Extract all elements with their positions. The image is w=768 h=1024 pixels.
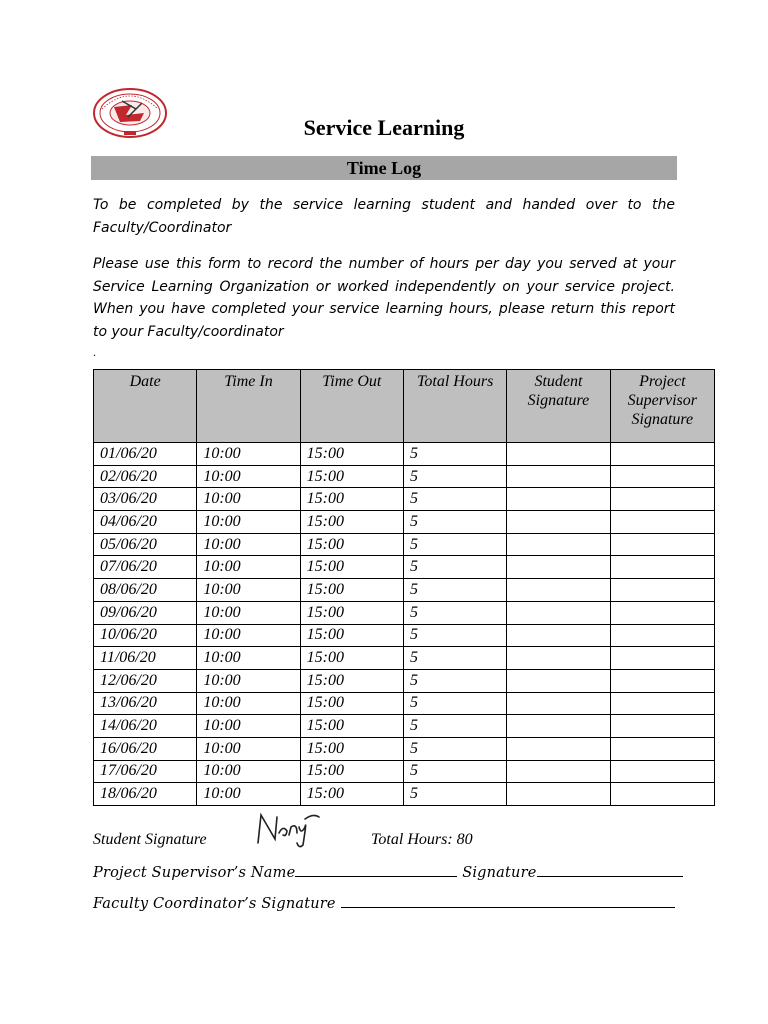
cell-date: 08/06/20 [94, 579, 197, 602]
cell-time-in: 10:00 [197, 783, 300, 806]
signature-label: Signature [462, 865, 537, 881]
cell-supervisor-signature[interactable] [610, 737, 714, 760]
header-supervisor-signature: Project Supervisor Signature [610, 370, 714, 443]
cell-supervisor-signature[interactable] [610, 511, 714, 534]
instruction-paragraph-1: To be completed by the service learning student and handed over to the Faculty/Coordinator [93, 197, 675, 236]
cell-total-hours: 5 [403, 647, 506, 670]
cell-date: 03/06/20 [94, 488, 197, 511]
cell-supervisor-signature[interactable] [610, 624, 714, 647]
cell-time-out: 15:00 [300, 488, 403, 511]
table-row [94, 511, 715, 534]
cell-total-hours: 5 [403, 579, 506, 602]
table-row [94, 715, 715, 738]
cell-supervisor-signature[interactable] [610, 647, 714, 670]
section-title-bar: Time Log [91, 156, 677, 180]
cell-time-in: 10:00 [197, 760, 300, 783]
table-row [94, 601, 715, 624]
cell-student-signature[interactable] [507, 715, 610, 738]
cell-student-signature[interactable] [507, 669, 610, 692]
cell-student-signature[interactable] [507, 488, 610, 511]
cell-student-signature[interactable] [507, 624, 610, 647]
header-total-hours: Total Hours [403, 370, 506, 443]
cell-supervisor-signature[interactable] [610, 443, 714, 466]
cell-date: 07/06/20 [94, 556, 197, 579]
cell-supervisor-signature[interactable] [610, 783, 714, 806]
cell-supervisor-signature[interactable] [610, 760, 714, 783]
student-signature-label: Student Signature [93, 831, 207, 848]
cell-supervisor-signature[interactable] [610, 601, 714, 624]
cell-student-signature[interactable] [507, 556, 610, 579]
cell-time-out: 15:00 [300, 579, 403, 602]
table-row [94, 669, 715, 692]
cell-student-signature[interactable] [507, 760, 610, 783]
supervisor-name-field[interactable] [295, 862, 457, 877]
cell-date: 12/06/20 [94, 669, 197, 692]
cell-date: 13/06/20 [94, 692, 197, 715]
cell-total-hours: 5 [403, 692, 506, 715]
cell-time-out: 15:00 [300, 760, 403, 783]
cell-student-signature[interactable] [507, 533, 610, 556]
cell-date: 16/06/20 [94, 737, 197, 760]
table-row [94, 465, 715, 488]
cell-date: 14/06/20 [94, 715, 197, 738]
table-row [94, 737, 715, 760]
cell-student-signature[interactable] [507, 443, 610, 466]
cell-total-hours: 5 [403, 624, 506, 647]
table-row [94, 624, 715, 647]
cell-time-out: 15:00 [300, 556, 403, 579]
cell-student-signature[interactable] [507, 692, 610, 715]
cell-total-hours: 5 [403, 760, 506, 783]
cell-total-hours: 5 [403, 715, 506, 738]
cell-student-signature[interactable] [507, 465, 610, 488]
cell-time-out: 15:00 [300, 715, 403, 738]
cell-total-hours: 5 [403, 556, 506, 579]
cell-total-hours: 5 [403, 783, 506, 806]
page-title: Service Learning [303, 115, 465, 140]
cell-supervisor-signature[interactable] [610, 579, 714, 602]
cell-date: 04/06/20 [94, 511, 197, 534]
cell-time-in: 10:00 [197, 556, 300, 579]
cell-time-in: 10:00 [197, 579, 300, 602]
cell-supervisor-signature[interactable] [610, 715, 714, 738]
header-time-out: Time Out [300, 370, 403, 443]
time-log-table [93, 369, 715, 806]
stray-period: . [93, 345, 96, 359]
table-row [94, 556, 715, 579]
header-time-in: Time In [197, 370, 300, 443]
cell-time-out: 15:00 [300, 511, 403, 534]
cell-date: 09/06/20 [94, 601, 197, 624]
table-header-row [94, 370, 715, 443]
cell-date: 18/06/20 [94, 783, 197, 806]
cell-student-signature[interactable] [507, 783, 610, 806]
table-row [94, 443, 715, 466]
cell-time-in: 10:00 [197, 669, 300, 692]
cell-student-signature[interactable] [507, 737, 610, 760]
cell-time-in: 10:00 [197, 737, 300, 760]
total-hours: Total Hours: 80 [371, 831, 473, 848]
cell-time-out: 15:00 [300, 692, 403, 715]
table-row [94, 488, 715, 511]
cell-date: 02/06/20 [94, 465, 197, 488]
cell-student-signature[interactable] [507, 511, 610, 534]
cell-supervisor-signature[interactable] [610, 465, 714, 488]
table-row [94, 692, 715, 715]
cell-total-hours: 5 [403, 669, 506, 692]
cell-student-signature[interactable] [507, 647, 610, 670]
cell-time-out: 15:00 [300, 647, 403, 670]
table-row [94, 760, 715, 783]
supervisor-line [93, 862, 683, 881]
cell-time-in: 10:00 [197, 465, 300, 488]
cell-time-out: 15:00 [300, 443, 403, 466]
cell-date: 10/06/20 [94, 624, 197, 647]
cell-time-in: 10:00 [197, 443, 300, 466]
faculty-signature-field[interactable] [341, 893, 675, 908]
cell-student-signature[interactable] [507, 601, 610, 624]
header-date: Date [94, 370, 197, 443]
cell-supervisor-signature[interactable] [610, 533, 714, 556]
cell-supervisor-signature[interactable] [610, 692, 714, 715]
cell-time-out: 15:00 [300, 601, 403, 624]
table-row [94, 783, 715, 806]
cell-date: 11/06/20 [94, 647, 197, 670]
cell-time-out: 15:00 [300, 465, 403, 488]
cell-time-in: 10:00 [197, 647, 300, 670]
cell-date: 17/06/20 [94, 760, 197, 783]
cell-total-hours: 5 [403, 511, 506, 534]
cell-time-out: 15:00 [300, 783, 403, 806]
cell-time-in: 10:00 [197, 488, 300, 511]
faculty-line [93, 893, 675, 912]
handwritten-signature [253, 809, 323, 849]
table-row [94, 579, 715, 602]
cell-time-in: 10:00 [197, 715, 300, 738]
cell-date: 01/06/20 [94, 443, 197, 466]
cell-time-in: 10:00 [197, 511, 300, 534]
faculty-signature-label: Faculty Coordinator’s Signature [93, 896, 336, 912]
cell-time-out: 15:00 [300, 533, 403, 556]
table-body [94, 443, 715, 806]
cell-time-in: 10:00 [197, 601, 300, 624]
cell-total-hours: 5 [403, 443, 506, 466]
header-student-signature: Student Signature [507, 370, 610, 443]
cell-time-out: 15:00 [300, 737, 403, 760]
supervisor-name-label: Project Supervisor’s Name [93, 865, 296, 881]
cell-total-hours: 5 [403, 533, 506, 556]
supervisor-signature-field[interactable] [537, 862, 683, 877]
table-row [94, 533, 715, 556]
cell-date: 05/06/20 [94, 533, 197, 556]
student-signature-line [93, 831, 473, 849]
cell-supervisor-signature[interactable] [610, 488, 714, 511]
cell-time-out: 15:00 [300, 624, 403, 647]
cell-student-signature[interactable] [507, 579, 610, 602]
cell-time-out: 15:00 [300, 669, 403, 692]
cell-total-hours: 5 [403, 601, 506, 624]
table-row [94, 647, 715, 670]
cell-total-hours: 5 [403, 737, 506, 760]
cell-supervisor-signature[interactable] [610, 556, 714, 579]
cell-supervisor-signature[interactable] [610, 669, 714, 692]
cell-time-in: 10:00 [197, 624, 300, 647]
cell-time-in: 10:00 [197, 692, 300, 715]
cell-total-hours: 5 [403, 465, 506, 488]
cell-total-hours: 5 [403, 488, 506, 511]
cell-time-in: 10:00 [197, 533, 300, 556]
instruction-paragraph-2: Please use this form to record the number of hours per day you served at your Service Learning Organization or worked independently on your service project. When you have completed your service learning hours, please return this report to your Faculty/coordinator [93, 256, 675, 340]
